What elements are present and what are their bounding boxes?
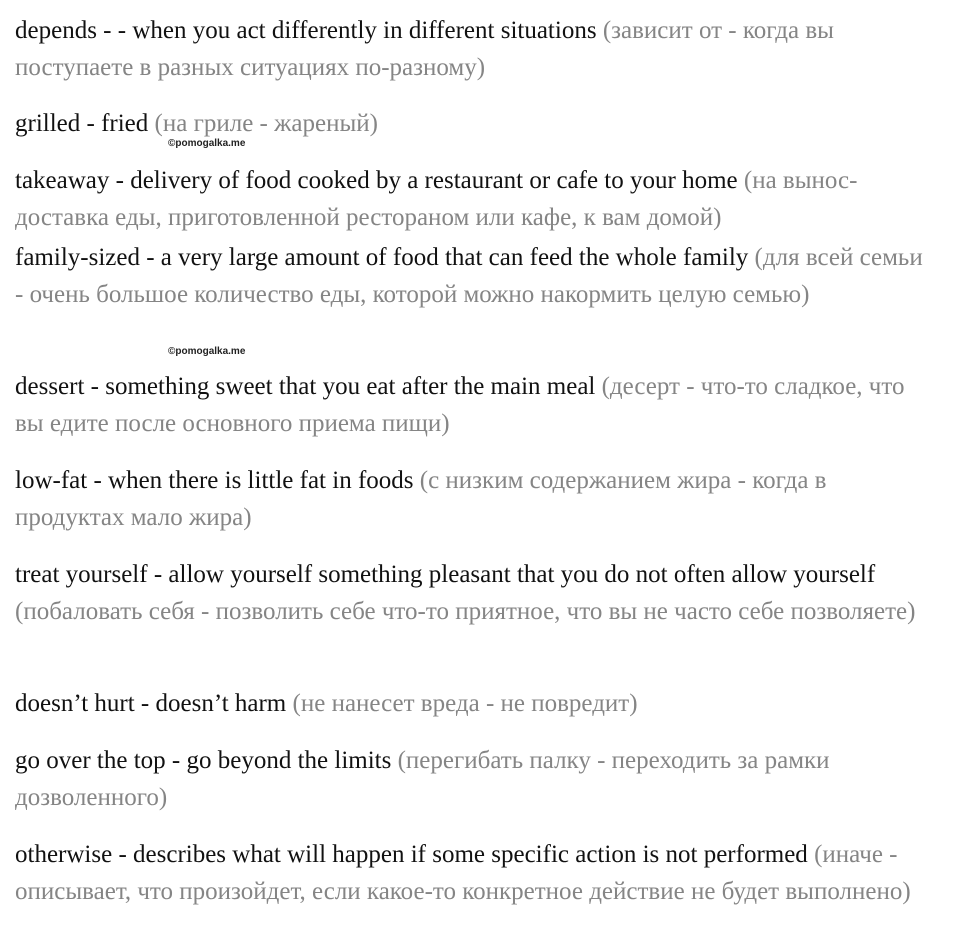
entry-english: go over the top - go beyond the limits — [15, 747, 392, 774]
entry-russian: (на гриле - жареный) — [154, 110, 378, 137]
watermark: ©pomogalka.me — [168, 346, 246, 357]
vocab-entry-depends — [15, 12, 935, 86]
entry-english: grilled - fried — [15, 110, 149, 137]
entry-russian: (на вынос- доставка еды, приготовленной рестораном или кафе, к вам домой) — [15, 167, 858, 231]
vocab-entry-go-over-the-top — [15, 742, 935, 816]
vocab-entry-low-fat — [15, 462, 935, 536]
entry-russian: (десерт - что-то сладкое, что вы едите после основного приема пищи) — [15, 373, 905, 437]
vocab-entry-doesnt-hurt — [15, 685, 935, 722]
entry-russian: (для всей семьи - очень большое количество еды, которой можно накормить целую семью) — [15, 244, 923, 308]
vocab-entry-dessert — [15, 368, 935, 442]
entry-russian: (с низким содержанием жира - когда в продуктах мало жира) — [15, 467, 827, 531]
vocab-entry-grilled — [15, 105, 935, 142]
entry-english: takeaway - delivery of food cooked by a restaurant or cafe to your home — [15, 167, 738, 194]
entry-russian: (зависит от - когда вы поступаете в разных ситуациях по-разному) — [15, 17, 834, 81]
vocab-entry-family-sized — [15, 239, 935, 313]
entry-english: low-fat - when there is little fat in foods — [15, 467, 414, 494]
entry-russian: (иначе - описывает, что произойдет, если какое-то конкретное действие не будет выполнено) — [15, 841, 911, 905]
entry-english: treat yourself - allow yourself something pleasant that you do not often allow yourself — [15, 561, 876, 588]
entry-english: doesn’t hurt - doesn’t harm — [15, 690, 287, 717]
entry-russian: (побаловать себя - позволить себе что-то приятное, что вы не часто себе позволяете) — [15, 598, 916, 625]
vocab-entry-otherwise — [15, 836, 935, 910]
entry-english: family-sized - a very large amount of food that can feed the whole family — [15, 244, 749, 271]
watermark: ©pomogalka.me — [168, 138, 246, 149]
entry-english: otherwise - describes what will happen if some specific action is not performed — [15, 841, 808, 868]
entry-russian: (перегибать палку - переходить за рамки дозволенного) — [15, 747, 830, 811]
vocab-entry-takeaway — [15, 162, 935, 236]
vocab-entry-treat-yourself — [15, 556, 935, 630]
entry-english: dessert - something sweet that you eat after the main meal — [15, 373, 596, 400]
entry-russian: (не нанесет вреда - не повредит) — [292, 690, 638, 717]
entry-english: depends - - when you act differently in different situations — [15, 17, 597, 44]
